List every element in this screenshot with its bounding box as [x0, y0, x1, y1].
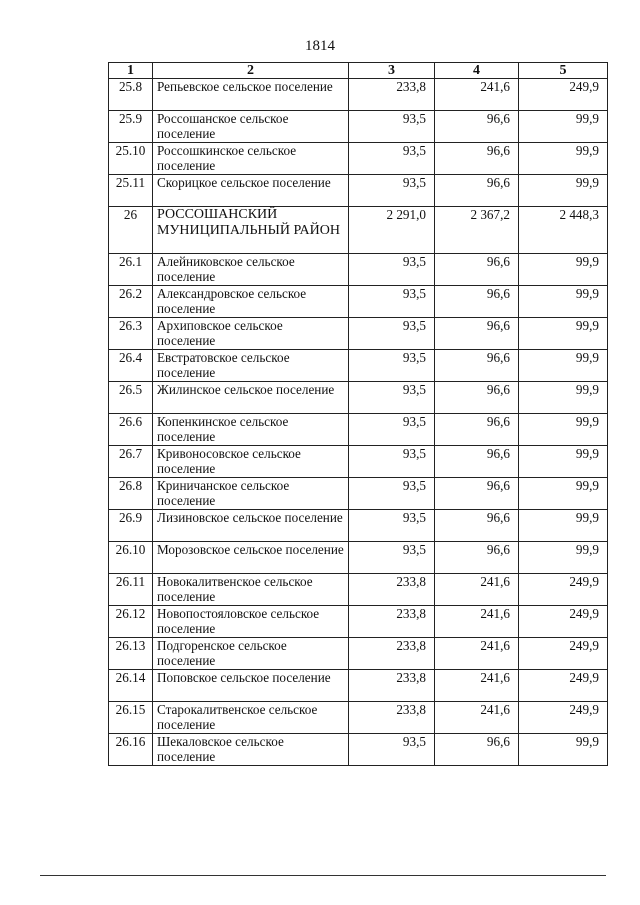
row-value-col5: 99,9	[519, 350, 608, 382]
row-value-col5: 99,9	[519, 510, 608, 542]
table-body	[109, 79, 608, 766]
row-name-cell: Криничанское сельское поселение	[153, 478, 349, 510]
row-value-col3: 93,5	[349, 175, 435, 207]
row-name-cell: Подгоренское сельское поселение	[153, 638, 349, 670]
row-name-cell: Александровское сельское поселение	[153, 286, 349, 318]
row-value-col5: 99,9	[519, 414, 608, 446]
row-value-col4: 241,6	[435, 670, 519, 702]
page-number: 1814	[305, 38, 335, 54]
row-value-col5: 249,9	[519, 670, 608, 702]
row-value-col3: 93,5	[349, 542, 435, 574]
table-row	[109, 350, 608, 382]
row-value-col5: 249,9	[519, 638, 608, 670]
row-name-cell: Жилинское сельское поселение	[153, 382, 349, 414]
row-value-col4: 96,6	[435, 175, 519, 207]
row-value-col4: 241,6	[435, 574, 519, 606]
row-value-col3: 93,5	[349, 286, 435, 318]
row-code-cell: 26.6	[109, 414, 153, 446]
row-value-col4: 2 367,2	[435, 207, 519, 254]
row-name-cell: Копенкинское сельское поселение	[153, 414, 349, 446]
table-row	[109, 111, 608, 143]
footer-divider	[40, 875, 606, 876]
row-code-cell: 26.2	[109, 286, 153, 318]
row-value-col3: 233,8	[349, 574, 435, 606]
row-value-col3: 2 291,0	[349, 207, 435, 254]
column-header: 1	[109, 63, 153, 79]
table-row	[109, 702, 608, 734]
table-row	[109, 510, 608, 542]
row-code-cell: 26	[109, 207, 153, 254]
row-value-col3: 233,8	[349, 79, 435, 111]
row-code-cell: 26.9	[109, 510, 153, 542]
row-value-col5: 99,9	[519, 143, 608, 175]
table-row	[109, 175, 608, 207]
row-code-cell: 26.15	[109, 702, 153, 734]
row-value-col4: 96,6	[435, 734, 519, 766]
column-header: 4	[435, 63, 519, 79]
table-row	[109, 143, 608, 175]
row-value-col3: 93,5	[349, 350, 435, 382]
row-value-col5: 99,9	[519, 478, 608, 510]
table-row	[109, 734, 608, 766]
row-value-col3: 93,5	[349, 111, 435, 143]
row-value-col3: 93,5	[349, 254, 435, 286]
table-row	[109, 414, 608, 446]
budget-table	[108, 62, 608, 766]
row-name-cell: Репьевское сельское поселение	[153, 79, 349, 111]
row-value-col3: 93,5	[349, 446, 435, 478]
table-row	[109, 638, 608, 670]
table-row	[109, 254, 608, 286]
row-value-col5: 99,9	[519, 286, 608, 318]
row-value-col3: 93,5	[349, 414, 435, 446]
row-value-col3: 233,8	[349, 702, 435, 734]
row-code-cell: 25.11	[109, 175, 153, 207]
row-name-cell: Лизиновское сельское поселение	[153, 510, 349, 542]
row-name-cell: Россошкинское сельское поселение	[153, 143, 349, 175]
row-name-cell: Кривоносовское сельское поселение	[153, 446, 349, 478]
row-name-cell: Архиповское сельское поселение	[153, 318, 349, 350]
table-row	[109, 478, 608, 510]
column-header: 5	[519, 63, 608, 79]
row-value-col5: 99,9	[519, 254, 608, 286]
row-value-col4: 96,6	[435, 446, 519, 478]
table-row	[109, 670, 608, 702]
row-value-col4: 241,6	[435, 79, 519, 111]
row-code-cell: 26.4	[109, 350, 153, 382]
table-row	[109, 286, 608, 318]
row-name-cell: Россошанское сельское поселение	[153, 111, 349, 143]
row-value-col3: 93,5	[349, 318, 435, 350]
row-code-cell: 26.3	[109, 318, 153, 350]
row-value-col4: 96,6	[435, 350, 519, 382]
row-value-col4: 96,6	[435, 318, 519, 350]
row-code-cell: 26.5	[109, 382, 153, 414]
table-row	[109, 318, 608, 350]
row-value-col5: 2 448,3	[519, 207, 608, 254]
row-value-col5: 99,9	[519, 446, 608, 478]
row-value-col5: 99,9	[519, 542, 608, 574]
row-name-cell: Шекаловское сельское поселение	[153, 734, 349, 766]
row-value-col4: 96,6	[435, 414, 519, 446]
row-name-cell: Новокалитвенское сельское поселение	[153, 574, 349, 606]
row-code-cell: 26.7	[109, 446, 153, 478]
row-name-cell: Старокалитвенское сельское поселение	[153, 702, 349, 734]
row-code-cell: 26.16	[109, 734, 153, 766]
row-name-cell: Морозовское сельское поселение	[153, 542, 349, 574]
row-value-col5: 99,9	[519, 318, 608, 350]
column-header: 3	[349, 63, 435, 79]
table-row	[109, 382, 608, 414]
row-value-col4: 96,6	[435, 143, 519, 175]
row-code-cell: 26.10	[109, 542, 153, 574]
row-value-col5: 249,9	[519, 574, 608, 606]
row-code-cell: 25.10	[109, 143, 153, 175]
table-row	[109, 606, 608, 638]
table-header-row	[109, 63, 608, 79]
table-row	[109, 574, 608, 606]
row-value-col3: 93,5	[349, 143, 435, 175]
row-value-col5: 249,9	[519, 702, 608, 734]
row-name-cell: Алейниковское сельское поселение	[153, 254, 349, 286]
row-code-cell: 25.8	[109, 79, 153, 111]
row-value-col3: 233,8	[349, 638, 435, 670]
table-row	[109, 79, 608, 111]
table-row	[109, 542, 608, 574]
row-value-col3: 93,5	[349, 734, 435, 766]
row-name-cell: Поповское сельское поселение	[153, 670, 349, 702]
row-name-cell: РОССОШАНСКИЙ МУНИЦИПАЛЬНЫЙ РАЙОН	[153, 207, 349, 254]
row-value-col3: 93,5	[349, 382, 435, 414]
row-code-cell: 26.1	[109, 254, 153, 286]
row-value-col4: 96,6	[435, 286, 519, 318]
row-value-col4: 241,6	[435, 606, 519, 638]
row-value-col5: 99,9	[519, 734, 608, 766]
row-code-cell: 25.9	[109, 111, 153, 143]
row-value-col4: 241,6	[435, 702, 519, 734]
row-value-col3: 93,5	[349, 510, 435, 542]
row-code-cell: 26.13	[109, 638, 153, 670]
row-value-col5: 99,9	[519, 111, 608, 143]
row-value-col4: 96,6	[435, 510, 519, 542]
row-value-col4: 241,6	[435, 638, 519, 670]
row-value-col5: 99,9	[519, 382, 608, 414]
row-value-col3: 233,8	[349, 606, 435, 638]
table-row	[109, 207, 608, 254]
row-code-cell: 26.12	[109, 606, 153, 638]
row-value-col3: 93,5	[349, 478, 435, 510]
row-code-cell: 26.14	[109, 670, 153, 702]
row-value-col5: 249,9	[519, 79, 608, 111]
row-code-cell: 26.11	[109, 574, 153, 606]
row-value-col5: 249,9	[519, 606, 608, 638]
row-name-cell: Скорицкое сельское поселение	[153, 175, 349, 207]
row-code-cell: 26.8	[109, 478, 153, 510]
row-value-col3: 233,8	[349, 670, 435, 702]
row-value-col4: 96,6	[435, 111, 519, 143]
column-header: 2	[153, 63, 349, 79]
table-row	[109, 446, 608, 478]
row-value-col4: 96,6	[435, 382, 519, 414]
row-name-cell: Новопостояловское сельское поселение	[153, 606, 349, 638]
row-value-col4: 96,6	[435, 478, 519, 510]
row-value-col4: 96,6	[435, 542, 519, 574]
row-value-col5: 99,9	[519, 175, 608, 207]
row-value-col4: 96,6	[435, 254, 519, 286]
row-name-cell: Евстратовское сельское поселение	[153, 350, 349, 382]
